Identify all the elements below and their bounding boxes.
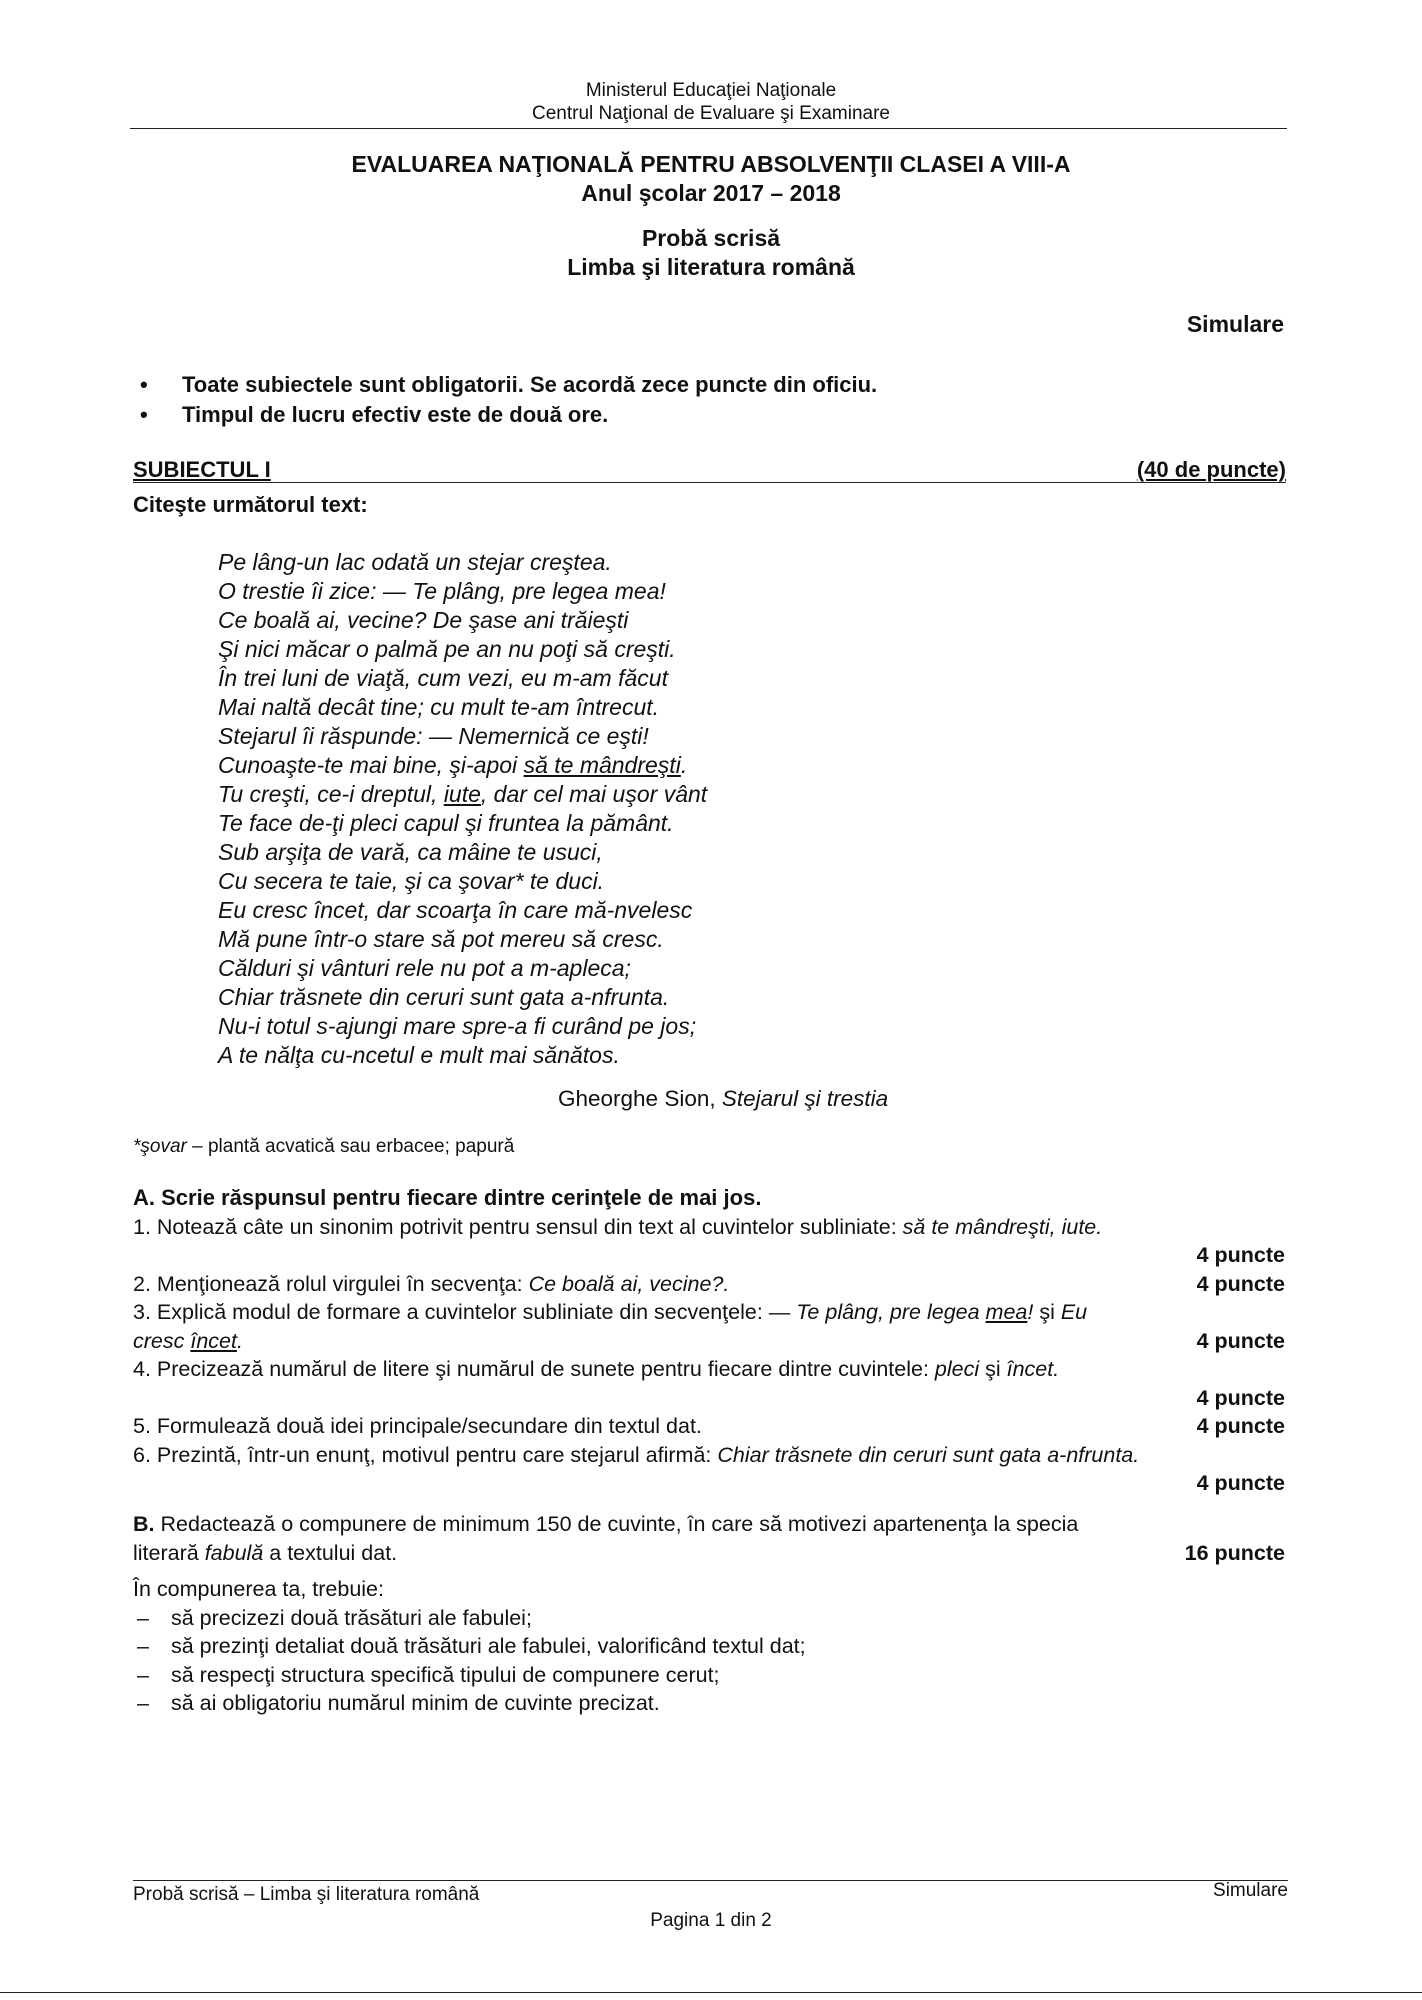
poem-line: Sub arşiţa de vară, ca mâine te usuci,: [218, 839, 603, 865]
instructions-list: [140, 370, 877, 430]
poem-line: Ce boală ai, vecine? De şase ani trăieşti: [218, 607, 629, 633]
header-rule: [130, 128, 1287, 129]
footer-rule: [133, 1880, 1288, 1881]
task-3: 3. Explică modul de formare a cuvintelor subliniate din secvenţele: — Te plâng, pre legea mea! şi Eu: [133, 1300, 1088, 1324]
task-1-points: 4 puncte: [1196, 1243, 1285, 1267]
poem-line: Mai naltă decât tine; cu mult te-am întrecut.: [218, 694, 660, 720]
simulation-label: Simulare: [1186, 311, 1284, 337]
poem-line: În trei luni de viaţă, cum vezi, eu m-am făcut: [218, 665, 668, 691]
poem-line: Pe lâng-un lac odată un stejar creştea.: [218, 549, 612, 575]
part-b-line-1: B. Redactează o compunere de minimum 150 de cuvinte, în care să motivezi apartenenţa la specia: [133, 1512, 1079, 1536]
task-6-points: 4 puncte: [1196, 1471, 1285, 1495]
poem-line: Stejarul îi răspunde: — Nemernică ce eşti!: [218, 723, 649, 749]
poem-line: Chiar trăsnete din ceruri sunt gata a-nfrunta.: [218, 984, 670, 1010]
task-4-points: 4 puncte: [1196, 1385, 1285, 1410]
task-3-continued: cresc încet. 4 puncte: [133, 1327, 1285, 1356]
task-2: 2. Menţionează rolul virgulei în secvenţa: Ce boală ai, vecine?. 4 puncte: [133, 1270, 1285, 1299]
part-b-line-2: literară fabulă a textului dat. 16 puncte: [133, 1539, 1285, 1568]
poem-line: Te face de-ţi pleci capul şi fruntea la pământ.: [218, 810, 674, 836]
part-b-intro: În compunerea ta, trebuie:: [133, 1577, 384, 1601]
task-2-points: 4 puncte: [1196, 1271, 1285, 1296]
poem-line: Şi nici măcar o palmă pe an nu poţi să creşti.: [218, 636, 676, 662]
section-title: SUBIECTUL I: [133, 457, 271, 482]
part-a-heading: A. Scrie răspunsul pentru fiecare dintre cerinţele de mai jos.: [133, 1185, 762, 1210]
poem-line: Cunoaşte-te mai bine, şi-apoi să te mândreşti.: [218, 752, 688, 778]
poem-line: Mă pune într-o stare să pot mereu să cresc.: [218, 926, 664, 952]
underlined-word: mea: [985, 1300, 1028, 1324]
underlined-word: încet: [190, 1328, 237, 1353]
part-b: [133, 1510, 1285, 1718]
page-bottom-rule: [0, 1992, 1422, 1993]
page-number: Pagina 1 din 2: [650, 1910, 772, 1931]
poem-attribution: Gheorghe Sion, Stejarul şi trestia: [558, 1086, 889, 1111]
task-1: 1. Notează câte un sinonim potrivit pentru sensul din text al cuvintelor subliniate: să te mândreşti, iute.: [133, 1214, 1103, 1239]
task-4: 4. Precizează numărul de litere şi numărul de sunete pentru fiecare dintre cuvintele: pleci şi încet.: [133, 1357, 1060, 1381]
test-type: Probă scrisă: [641, 225, 781, 251]
poem: [218, 548, 707, 1070]
requirement-item: – să ai obligatoriu numărul minim de cuvinte precizat.: [133, 1689, 1285, 1718]
section-points: (40 de puncte): [1136, 457, 1286, 482]
part-b-points: 16 puncte: [1184, 1540, 1285, 1565]
task-6: 6. Prezintă, într-un enunţ, motivul pentru care stejarul afirmă: Chiar trăsnete din ceruri sunt gata a-nfrunta.: [133, 1442, 1140, 1467]
poem-line: Eu cresc încet, dar scoarţa în care mă-nvelesc: [218, 897, 693, 923]
requirement-item: – să respecţi structura specifică tipului de compunere cerut;: [133, 1661, 1285, 1690]
poem-line: Nu-i totul s-ajungi mare spre-a fi curând pe jos;: [218, 1013, 697, 1039]
poem-line: A te nălţa cu-ncetul e mult mai sănătos.: [218, 1042, 620, 1068]
school-year: Anul şcolar 2017 – 2018: [581, 180, 841, 206]
poem-line: Cu secera te taie, şi ca şovar* te duci.: [218, 868, 605, 894]
underlined-word: iute: [443, 781, 481, 807]
poem-line: Tu creşti, ce-i dreptul, iute, dar cel mai uşor vânt: [218, 781, 708, 807]
footer-right: Simulare: [1213, 1880, 1288, 1901]
poem-line: Călduri şi vânturi rele nu pot a m-apleca;: [218, 955, 631, 981]
instruction-item: • Timpul de lucru efectiv este de două ore.: [140, 400, 877, 430]
part-b-requirements: [133, 1604, 1285, 1718]
underlined-word: să te mândreşti: [523, 752, 681, 778]
instruction-item: • Toate subiectele sunt obligatorii. Se acordă zece puncte din oficiu.: [140, 370, 877, 400]
subject-name: Limba şi literatura română: [567, 254, 855, 280]
poem-line: O trestie îi zice: — Te plâng, pre legea mea!: [218, 578, 666, 604]
task-5-points: 4 puncte: [1196, 1414, 1285, 1438]
task-5: 5. Formulează două idei principale/secundare din textul dat. 4 puncte: [133, 1412, 1285, 1441]
requirement-item: – să prezinţi detaliat două trăsături ale fabulei, valorificând textul dat;: [133, 1632, 1285, 1661]
footer-left: Probă scrisă – Limba şi literatura română: [133, 1884, 480, 1905]
center-header: Centrul Naţional de Evaluare şi Examinare: [531, 103, 890, 124]
footnote: *şovar – plantă acvatică sau erbacee; papură: [133, 1136, 515, 1157]
requirement-item: – să precizezi două trăsături ale fabulei;: [133, 1604, 1285, 1633]
ministry-header: Ministerul Educaţiei Naţionale: [585, 80, 837, 101]
task-3-points: 4 puncte: [1196, 1328, 1285, 1353]
exam-title: EVALUAREA NAŢIONALĂ PENTRU ABSOLVENŢII CLASEI A VIII-A: [351, 151, 1071, 177]
part-a: [133, 1184, 1285, 1498]
section-rule: [133, 482, 1286, 483]
read-prompt: Citeşte următorul text:: [133, 492, 368, 517]
